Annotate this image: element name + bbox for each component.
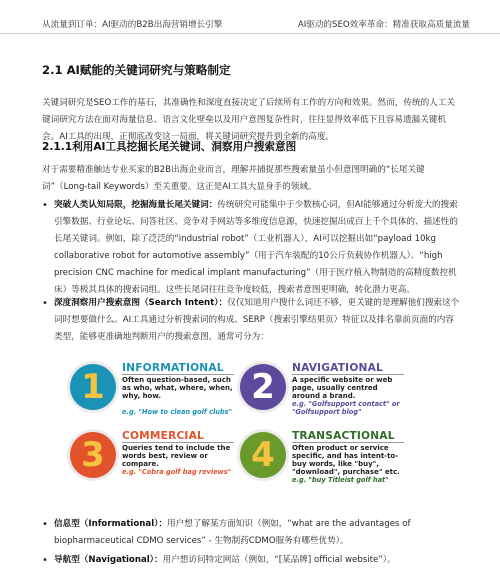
bullet-informational — [42, 516, 462, 550]
subsection-intro: 对于需要精准触达专业买家的B2B出海企业而言，理解并捕捉那些搜索量虽小但意图明确的“长尾关键词”（Long-tail Keywords）至关重要。这正是AI工具大显身手的领域。 — [42, 165, 425, 192]
section-title: 2.1 AI赋能的关键词研究与策略制定 — [42, 63, 231, 77]
intent-card-navigational — [240, 362, 405, 422]
page-header — [0, 0, 500, 34]
bullet-lead: 突破人类认知局限，挖掘海量长尾关键词： — [54, 200, 218, 210]
bullet-longtail — [42, 197, 462, 299]
search-intent-diagram — [70, 362, 430, 502]
bullet-text: 用户想了解某方面知识（例如，“what are the advantages of biopharmaceutical CDMO services” - 生物制药CDMO服务有哪些优势）。 — [54, 519, 411, 546]
subsection-title: 2.1.1利用AI工具挖掘长尾关键词、洞察用户搜索意图 — [42, 141, 297, 153]
intent-title-underline — [292, 374, 404, 375]
intent-title: NAVIGATIONAL — [292, 362, 383, 374]
intent-description: A specific website or web page, usually centred around a brand. — [292, 376, 393, 400]
bullet-text: 用户想访问特定网站（例如，“[某品牌] official website”）。 — [162, 555, 396, 565]
bullet-text: 仅仅知道用户搜什么词还不够，更关键的是理解他们搜索这个词时想要做什么。AI工具通过分析搜索词的构成、SERP（搜索引擎结果页）特征以及排名靠前页面的内容类型，能够更准确地判断用户的搜索意图，通常可分为： — [54, 298, 460, 342]
header-right-title: AI驱动的SEO效率革命：精准获取高质量流量 — [297, 20, 470, 30]
intent-number: 2 — [251, 367, 275, 407]
intent-description: Queries tend to include the words best, review or compare. — [122, 444, 231, 468]
intent-description: Often product or service specific, and has intent-to-buy words, like "buy", "download", purchase" etc. — [292, 444, 400, 476]
bullet-lead: 深度洞察用户搜索意图（Search Intent）： — [54, 298, 228, 308]
intent-title-underline — [122, 442, 234, 443]
intent-card-transactional — [240, 430, 405, 490]
intent-description: Often question-based, such as who, what, where, when, why, how. — [122, 376, 233, 400]
intent-card-informational — [70, 362, 235, 422]
bullet-lead: 信息型（Informational）： — [54, 519, 168, 529]
intent-example: e.g. "Golfsupport contact" or "Golfsupport blog" — [292, 400, 400, 416]
section-intro: 关键词研究是SEO工作的基石，其准确性和深度直接决定了后续所有工作的方向和效果。然而，传统的人工关键词研究方法在面对海量信息、语言文化壁垒以及用户意图复杂性时，往往显得效率低下且容易遗漏关键机会。AI工具的出现，正彻底改变这一局面，将关键词研究提升到全新的高度。 — [42, 98, 455, 142]
bullet-dot: • — [42, 298, 48, 309]
intent-title-underline — [122, 374, 234, 375]
intent-number: 1 — [81, 367, 105, 407]
bullet-dot: • — [42, 200, 48, 211]
intent-number: 3 — [81, 435, 105, 475]
intent-title: TRANSACTIONAL — [292, 430, 395, 442]
bullet-dot: • — [42, 519, 48, 530]
bullet-lead: 导航型（Navigational）： — [54, 555, 163, 565]
intent-number: 4 — [251, 435, 275, 475]
bullet-search-intent — [42, 295, 462, 346]
bullet-text: 传统研究可能集中于少数核心词，但AI能够通过分析庞大的搜索引擎数据、行业论坛、问答社区、竞争对手网站等多维度信息源，快速挖掘出成百上千个具体的、描述性的长尾关键词。例如，除了泛泛的“industrial robot”（工业机器人），AI可以挖掘出如“payload 10kg collaborative robot for automotive assembly”（用于汽车装配的10公斤负载协作机器人）、“high precision CNC machine for medical implant manufacturing”（用于医疗植入物制造的高精度数控机床）等极其具体的搜索词组。这些长尾词往往竞争度较低，搜索者意图更明确，转化潜力更高。 — [54, 200, 458, 295]
intent-title: COMMERCIAL — [122, 430, 204, 442]
intent-example: e.g. "Cobra golf bag reviews" — [122, 468, 232, 476]
intent-title: INFORMATIONAL — [122, 362, 224, 374]
intent-example: e.g. "How to clean golf clubs" — [122, 408, 233, 416]
header-left-title: 从流量到订单：AI驱动的B2B出海营销增长引擎 — [42, 20, 223, 30]
intent-card-commercial — [70, 430, 235, 490]
intent-title-underline — [292, 442, 404, 443]
bullet-dot: • — [42, 555, 48, 566]
intent-example: e.g. "buy Titleist golf hat" — [292, 476, 389, 484]
bullet-navigational — [42, 552, 462, 569]
